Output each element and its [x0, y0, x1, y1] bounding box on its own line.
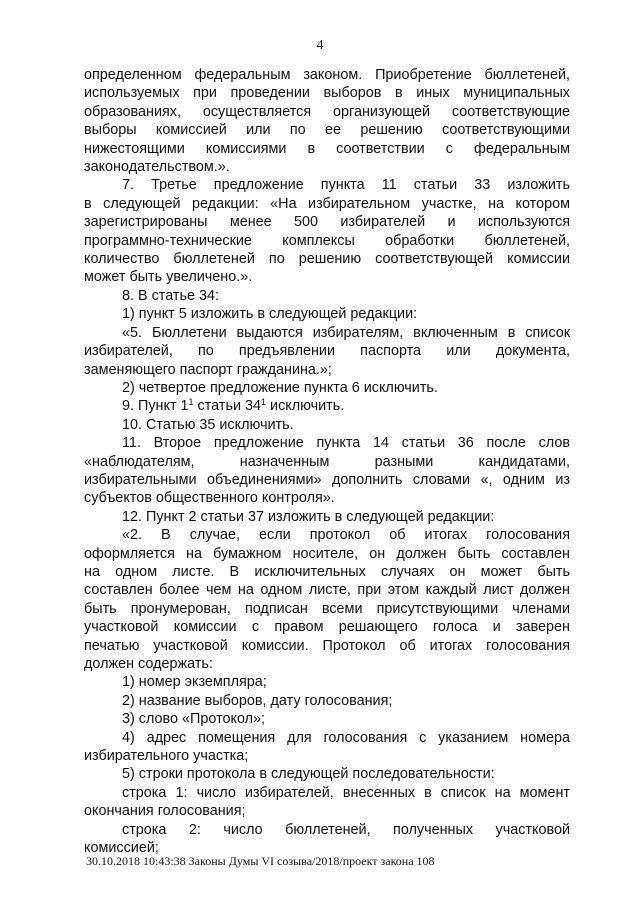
- text-fragment: участковой комиссии с правом решающего голоса и заверен: [84, 619, 570, 636]
- text-fragment: строка 1: число избирателей, внесенных в список на момент: [122, 784, 570, 801]
- text-line: [84, 729, 570, 747]
- text-fragment: оформляется на бумажном носителе, он должен быть составлен: [84, 545, 570, 562]
- text-line: [84, 600, 570, 618]
- text-fragment: 12. Пункт 2 статьи 37 изложить в следующей редакции:: [122, 508, 495, 525]
- text-line: [84, 581, 570, 599]
- text-line: [84, 618, 570, 636]
- text-fragment: субъектов общественного контроля».: [84, 490, 335, 507]
- text-fragment: 2) название выборов, дату голосования;: [122, 692, 393, 709]
- text-fragment: используемых при проведении выборов в иных муниципальных: [84, 85, 570, 102]
- text-line: [84, 268, 570, 286]
- text-line: [84, 821, 570, 839]
- text-line: [84, 158, 570, 176]
- document-body: [84, 66, 570, 857]
- text-line: [84, 324, 570, 342]
- text-fragment: количество бюллетеней по решению соответствующей комиссии: [84, 251, 570, 268]
- text-line: [84, 655, 570, 673]
- text-fragment: избирательными объединениями» дополнить словами «, одним из: [84, 471, 570, 488]
- text-fragment: исключить.: [266, 398, 345, 415]
- text-line: [84, 545, 570, 563]
- page-number: 4: [316, 38, 324, 53]
- text-line: [84, 637, 570, 655]
- text-fragment: 5) строки протокола в следующей последовательности:: [122, 766, 495, 783]
- text-line: [84, 121, 570, 139]
- text-fragment: может быть увеличено.».: [84, 269, 253, 286]
- text-line: [84, 84, 570, 102]
- text-line: [84, 176, 570, 194]
- text-line: [84, 250, 570, 268]
- text-line: [84, 103, 570, 121]
- text-fragment: законодательством.».: [84, 159, 230, 176]
- text-line: [84, 471, 570, 489]
- text-fragment: 1) номер экземпляра;: [122, 674, 267, 691]
- text-line: [84, 434, 570, 452]
- text-line: [84, 673, 570, 691]
- text-fragment: 9. Пункт 1: [122, 398, 189, 415]
- text-fragment: в следующей редакции: «На избирательном участке, на котором: [84, 195, 570, 212]
- text-line: [84, 397, 570, 415]
- text-line: [84, 232, 570, 250]
- text-line: [84, 747, 570, 765]
- text-line: [84, 195, 570, 213]
- text-line: [84, 508, 570, 526]
- footer-stamp: 30.10.2018 10:43:38 Законы Думы VI созыва/2018/проект закона 108: [86, 854, 435, 868]
- text-line: [84, 140, 570, 158]
- text-fragment: 8. В статье 34:: [122, 287, 220, 304]
- text-fragment: «5. Бюллетени выдаются избирателям, включенным в список: [122, 324, 570, 341]
- text-fragment: 2) четвертое предложение пункта 6 исключить.: [122, 379, 438, 396]
- text-fragment: на одном листе. В исключительных случаях он может быть: [84, 563, 570, 580]
- text-fragment: 10. Статью 35 исключить.: [122, 416, 294, 433]
- text-line: [84, 765, 570, 783]
- text-fragment: избирателей, по предъявлении паспорта или документа,: [84, 343, 570, 360]
- text-line: [84, 563, 570, 581]
- text-fragment: статьи 34: [193, 398, 262, 415]
- text-fragment: образованиях, осуществляется организующей соответствующие: [84, 103, 570, 120]
- text-fragment: комиссией;: [84, 840, 159, 857]
- superscript: 1: [188, 397, 194, 408]
- text-fragment: определенном федеральным законом. Приобретение бюллетеней,: [84, 67, 570, 83]
- text-fragment: избирательного участка;: [84, 748, 249, 765]
- text-line: [84, 305, 570, 323]
- text-fragment: «2. В случае, если протокол об итогах голосования: [122, 527, 570, 544]
- text-fragment: заменяющего паспорт гражданина.»;: [84, 361, 332, 378]
- text-line: [84, 802, 570, 820]
- text-line: [84, 287, 570, 305]
- text-fragment: программно-технические комплексы обработки бюллетеней,: [84, 232, 570, 249]
- text-fragment: 11. Второе предложение пункта 14 статьи 36 после слов: [122, 435, 570, 452]
- text-line: [84, 526, 570, 544]
- text-line: [84, 342, 570, 360]
- text-fragment: 1) пункт 5 изложить в следующей редакции:: [122, 306, 418, 323]
- text-line: [84, 66, 570, 84]
- text-fragment: 4) адрес помещения для голосования с указанием номера: [122, 729, 570, 746]
- text-line: [84, 453, 570, 471]
- text-fragment: печатью участковой комиссии. Протокол об итогах голосования: [84, 637, 570, 654]
- text-fragment: нижестоящими комиссиями в соответствии с федеральным: [84, 140, 570, 157]
- text-fragment: должен содержать:: [84, 656, 213, 672]
- text-fragment: «наблюдателям, назначенным разными кандидатами,: [84, 453, 570, 470]
- text-fragment: 3) слово «Протокол»;: [122, 711, 266, 728]
- text-fragment: зарегистрированы менее 500 избирателей и используются: [84, 214, 570, 231]
- text-fragment: быть пронумерован, подписан всеми присутствующими членами: [84, 600, 570, 617]
- text-line: [84, 379, 570, 397]
- text-line: [84, 213, 570, 231]
- text-line: [84, 416, 570, 434]
- superscript: 1: [261, 397, 267, 408]
- text-line: [84, 489, 570, 507]
- text-fragment: составлен более чем на одном листе, при этом каждый лист должен: [84, 582, 570, 599]
- text-line: [84, 361, 570, 379]
- text-line: [84, 692, 570, 710]
- text-line: [84, 784, 570, 802]
- text-fragment: 7. Третье предложение пункта 11 статьи 33 изложить: [122, 177, 570, 194]
- text-line: [84, 710, 570, 728]
- text-fragment: выборы комиссией или по ее решению соответствующими: [84, 122, 570, 139]
- text-fragment: строка 2: число бюллетеней, полученных участковой: [122, 821, 570, 838]
- text-fragment: окончания голосования;: [84, 803, 246, 820]
